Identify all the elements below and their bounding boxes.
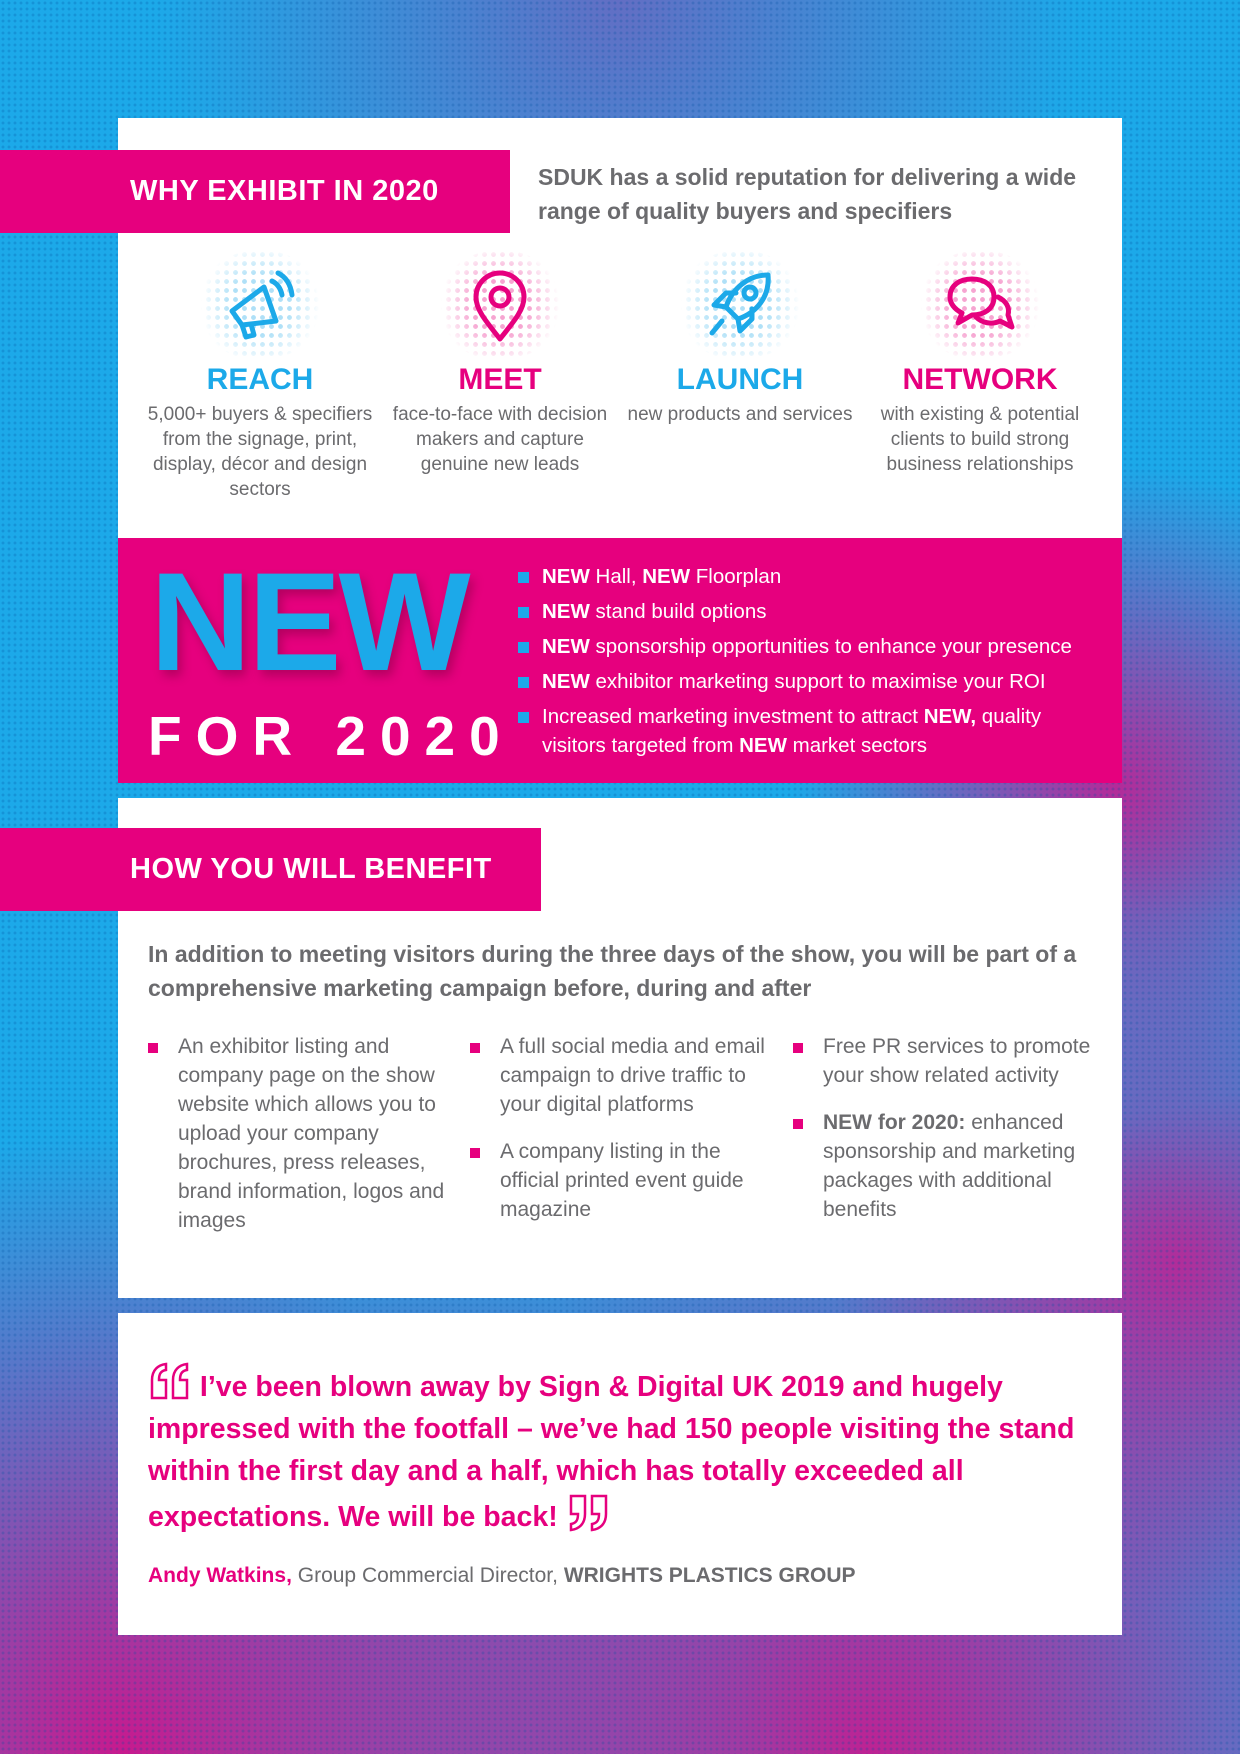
why-exhibit-title-text: WHY EXHIBIT IN 2020: [130, 175, 439, 207]
author-name: Andy Watkins,: [148, 1564, 292, 1587]
list-item: NEW for 2020: enhanced sponsorship and marketing packages with additional benefits: [793, 1108, 1103, 1224]
list-item: A full social media and email campaign to drive traffic to your digital platforms: [470, 1032, 780, 1119]
feature-title: LAUNCH: [676, 363, 804, 396]
testimonial-quote: [148, 1362, 1078, 1538]
testimonial-quote-text: I’ve been blown away by Sign & Digital UK 2019 and hugely impressed with the footfall – we’ve had 150 people visiting the stand within the first day and a half, which has totally exceeded all expectations. We will be back!: [148, 1371, 1075, 1533]
why-exhibit-title: [0, 150, 510, 233]
testimonial-attribution: [148, 1564, 856, 1588]
for-2020-heading: FOR 2020: [148, 705, 514, 767]
feature-title: REACH: [206, 363, 314, 396]
feature-title: NETWORK: [902, 363, 1058, 396]
new-heading: NEW: [150, 543, 468, 700]
list-item: Increased marketing investment to attract NEW, quality visitors targeted from NEW market sectors: [518, 702, 1098, 760]
feature-text: with existing & potential clients to build strong business relationships: [880, 404, 1080, 475]
speech-bubbles-icon: [942, 267, 1018, 343]
location-pin-icon: [462, 267, 538, 343]
rocket-icon: [702, 267, 778, 343]
benefit-column-2: [470, 1032, 780, 1242]
author-company: WRIGHTS PLASTICS GROUP: [563, 1564, 856, 1587]
list-item: NEW Hall, NEW Floorplan: [518, 562, 1098, 591]
benefit-title-text: HOW YOU WILL BENEFIT: [130, 853, 492, 885]
why-exhibit-intro: SDUK has a solid reputation for delivering a wide range of quality buyers and specifiers: [538, 164, 1077, 224]
list-item: NEW exhibitor marketing support to maximise your ROI: [518, 667, 1098, 696]
feature-title: MEET: [458, 363, 542, 396]
feature-text: new products and services: [627, 404, 853, 425]
author-role: Group Commercial Director,: [291, 1564, 564, 1587]
list-item: A company listing in the official printed event guide magazine: [470, 1137, 780, 1224]
new-features-list: [518, 562, 1098, 766]
list-item: Free PR services to promote your show related activity: [793, 1032, 1103, 1090]
open-quote-icon: [148, 1362, 192, 1402]
list-item: NEW stand build options: [518, 597, 1098, 626]
feature-reach: [145, 250, 375, 502]
megaphone-icon: [222, 267, 298, 343]
benefit-column-1: [148, 1032, 448, 1253]
list-item: An exhibitor listing and company page on the show website which allows you to upload your company brochures, press releases, brand information, logos and images: [148, 1032, 448, 1235]
benefit-title: [0, 828, 541, 911]
close-quote-icon: [566, 1492, 610, 1532]
feature-text: face-to-face with decision makers and capture genuine new leads: [392, 404, 608, 475]
list-item: NEW sponsorship opportunities to enhance your presence: [518, 632, 1098, 661]
feature-launch: [625, 250, 855, 427]
feature-meet: [385, 250, 615, 477]
benefit-column-3: [793, 1032, 1103, 1242]
benefit-intro: In addition to meeting visitors during the three days of the show, you will be part of a comprehensive marketing campaign before, during and after: [148, 941, 1077, 1001]
feature-network: [865, 250, 1095, 477]
feature-text: 5,000+ buyers & specifiers from the signage, print, display, décor and design sectors: [147, 404, 373, 500]
